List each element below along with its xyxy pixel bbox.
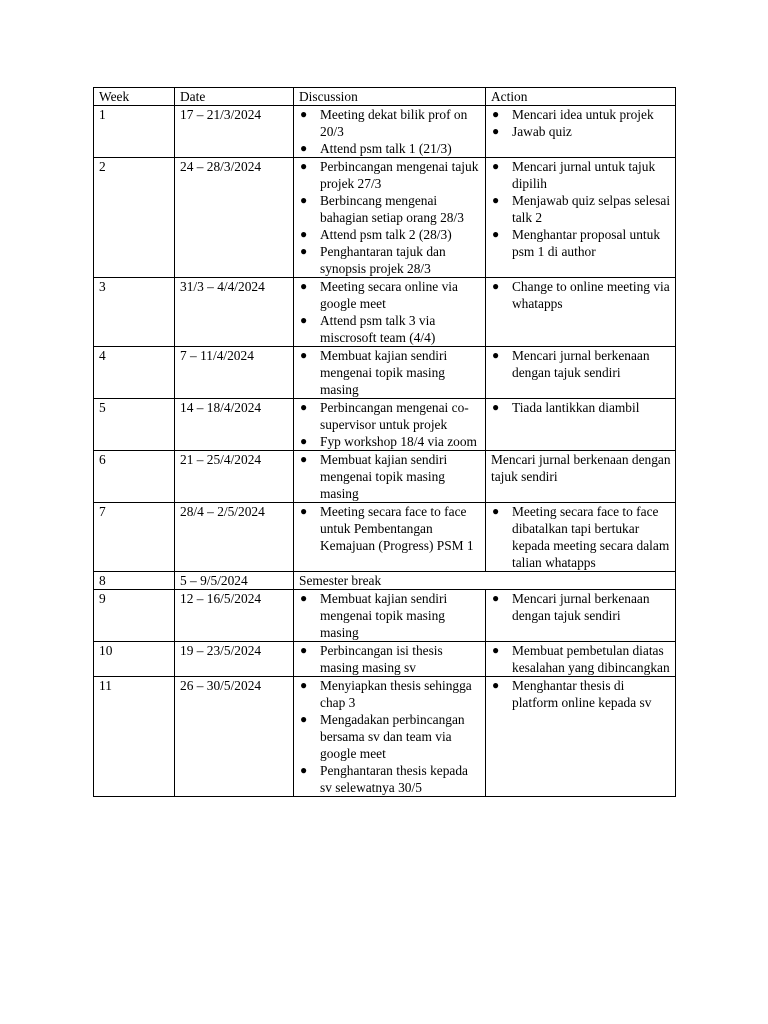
bullet-icon: ● (492, 193, 500, 207)
discussion-cell-list (299, 399, 481, 450)
list-item-text: Membuat kajian sendiri mengenai topik masing masing (320, 452, 448, 501)
action-cell: Mencari jurnal berkenaan dengan tajuk sendiri (486, 451, 676, 503)
bullet-icon: ● (300, 591, 308, 605)
discussion-cell-list (299, 503, 481, 554)
list-item (299, 140, 481, 157)
list-item-text: Tiada lantikkan diambil (512, 400, 640, 415)
discussion-cell-list (299, 590, 481, 641)
table-row (94, 590, 676, 642)
bullet-icon: ● (300, 244, 308, 258)
bullet-icon: ● (492, 227, 500, 241)
week-cell: 9 (94, 590, 175, 642)
week-cell: 6 (94, 451, 175, 503)
list-item-text: Attend psm talk 1 (21/3) (320, 141, 452, 156)
date-cell: 21 – 25/4/2024 (175, 451, 294, 503)
date-cell: 28/4 – 2/5/2024 (175, 503, 294, 572)
action-cell-list (491, 590, 671, 624)
bullet-icon: ● (300, 763, 308, 777)
date-cell: 19 – 23/5/2024 (175, 642, 294, 677)
list-item (491, 347, 671, 381)
bullet-icon: ● (300, 504, 308, 518)
date-cell: 5 – 9/5/2024 (175, 572, 294, 590)
week-cell: 1 (94, 106, 175, 158)
bullet-icon: ● (300, 400, 308, 414)
list-item (491, 123, 671, 140)
list-item-text: Membuat kajian sendiri mengenai topik masing masing (320, 348, 448, 397)
bullet-icon: ● (492, 124, 500, 138)
list-item-text: Attend psm talk 3 via miscrosoft team (4/4) (320, 313, 436, 345)
discussion-cell (294, 278, 486, 347)
list-item-text: Menjawab quiz selpas selesai talk 2 (512, 193, 671, 225)
list-item (299, 433, 481, 450)
date-cell: 12 – 16/5/2024 (175, 590, 294, 642)
list-item-text: Attend psm talk 2 (28/3) (320, 227, 452, 242)
table-row (94, 572, 676, 590)
week-cell: 7 (94, 503, 175, 572)
discussion-cell (294, 677, 486, 797)
table-row (94, 399, 676, 451)
table-row (94, 106, 676, 158)
log-body (94, 106, 676, 797)
list-item-text: Meeting secara face to face untuk Pembentangan Kemajuan (Progress) PSM 1 (320, 504, 474, 553)
bullet-icon: ● (300, 141, 308, 155)
list-item (299, 312, 481, 346)
list-item-text: Membuat pembetulan diatas kesalahan yang dibincangkan (512, 643, 670, 675)
table-row (94, 642, 676, 677)
discussion-cell-list (299, 158, 481, 277)
header-row (94, 88, 676, 106)
list-item (299, 243, 481, 277)
table-row (94, 278, 676, 347)
action-cell-list (491, 399, 671, 416)
action-cell (486, 503, 676, 572)
list-item (491, 226, 671, 260)
action-cell (486, 399, 676, 451)
bullet-icon: ● (492, 348, 500, 362)
header-discussion: Discussion (294, 88, 486, 106)
list-item-text: Berbincang mengenai bahagian setiap orang 28/3 (320, 193, 464, 225)
action-cell-list (491, 106, 671, 140)
bullet-icon: ● (300, 712, 308, 726)
list-item (299, 278, 481, 312)
week-cell: 4 (94, 347, 175, 399)
bullet-icon: ● (300, 159, 308, 173)
bullet-icon: ● (492, 504, 500, 518)
action-cell-list (491, 642, 671, 676)
date-cell: 17 – 21/3/2024 (175, 106, 294, 158)
list-item-text: Mencari jurnal berkenaan dengan tajuk sendiri (512, 348, 650, 380)
table-row (94, 503, 676, 572)
bullet-icon: ● (300, 348, 308, 362)
list-item (299, 677, 481, 711)
list-item (491, 590, 671, 624)
list-item-text: Jawab quiz (512, 124, 572, 139)
list-item (299, 158, 481, 192)
list-item-text: Meeting dekat bilik prof on 20/3 (320, 107, 468, 139)
bullet-icon: ● (300, 279, 308, 293)
header-week: Week (94, 88, 175, 106)
discussion-cell (294, 590, 486, 642)
action-cell-list (491, 503, 671, 571)
date-cell: 14 – 18/4/2024 (175, 399, 294, 451)
list-item-text: Meeting secara online via google meet (320, 279, 458, 311)
table-row (94, 347, 676, 399)
list-item (491, 503, 671, 571)
list-item (299, 711, 481, 762)
week-cell: 3 (94, 278, 175, 347)
header-action: Action (486, 88, 676, 106)
date-cell: 7 – 11/4/2024 (175, 347, 294, 399)
table-row (94, 158, 676, 278)
list-item (491, 106, 671, 123)
list-item (491, 278, 671, 312)
list-item-text: Menyiapkan thesis sehingga chap 3 (320, 678, 472, 710)
discussion-cell (294, 399, 486, 451)
header-date: Date (175, 88, 294, 106)
discussion-cell-list (299, 451, 481, 502)
bullet-icon: ● (300, 193, 308, 207)
list-item (491, 192, 671, 226)
bullet-icon: ● (300, 452, 308, 466)
date-cell: 24 – 28/3/2024 (175, 158, 294, 278)
discussion-cell (294, 642, 486, 677)
bullet-icon: ● (492, 643, 500, 657)
discussion-cell-list (299, 347, 481, 398)
list-item-text: Penghantaran thesis kepada sv selewatnya 30/5 (320, 763, 468, 795)
discussion-cell (294, 503, 486, 572)
list-item (491, 158, 671, 192)
list-item-text: Perbincangan isi thesis masing masing sv (320, 643, 443, 675)
list-item-text: Perbincangan mengenai tajuk projek 27/3 (320, 159, 479, 191)
list-item-text: Mencari jurnal berkenaan dengan tajuk sendiri (512, 591, 650, 623)
action-cell-list (491, 677, 671, 711)
discussion-cell (294, 106, 486, 158)
list-item (299, 503, 481, 554)
action-cell-list (491, 158, 671, 260)
bullet-icon: ● (492, 591, 500, 605)
list-item-text: Penghantaran tajuk dan synopsis projek 28/3 (320, 244, 446, 276)
list-item-text: Perbincangan mengenai co-supervisor untuk projek (320, 400, 469, 432)
date-cell: 31/3 – 4/4/2024 (175, 278, 294, 347)
bullet-icon: ● (492, 678, 500, 692)
bullet-icon: ● (492, 107, 500, 121)
table-row (94, 677, 676, 797)
action-cell (486, 106, 676, 158)
action-cell (486, 347, 676, 399)
list-item (299, 347, 481, 398)
bullet-icon: ● (300, 678, 308, 692)
action-cell-list (491, 347, 671, 381)
discussion-cell (294, 158, 486, 278)
list-item (299, 590, 481, 641)
list-item-text: Menghantar thesis di platform online kepada sv (512, 678, 652, 710)
list-item (299, 106, 481, 140)
list-item-text: Membuat kajian sendiri mengenai topik masing masing (320, 591, 448, 640)
discussion-cell-list (299, 677, 481, 796)
bullet-icon: ● (492, 279, 500, 293)
bullet-icon: ● (300, 643, 308, 657)
week-cell: 11 (94, 677, 175, 797)
table-row (94, 451, 676, 503)
bullet-icon: ● (300, 434, 308, 448)
date-cell: 26 – 30/5/2024 (175, 677, 294, 797)
action-cell (486, 590, 676, 642)
list-item (299, 642, 481, 676)
discussion-cell-list (299, 642, 481, 676)
action-cell (486, 677, 676, 797)
week-cell: 8 (94, 572, 175, 590)
list-item (299, 451, 481, 502)
discussion-cell-list (299, 106, 481, 157)
list-item (491, 399, 671, 416)
list-item-text: Mencari jurnal untuk tajuk dipilih (512, 159, 656, 191)
action-cell (486, 158, 676, 278)
list-item-text: Change to online meeting via whatapps (512, 279, 670, 311)
list-item-text: Menghantar proposal untuk psm 1 di author (512, 227, 661, 259)
action-cell (486, 278, 676, 347)
list-item-text: Mengadakan perbincangan bersama sv dan team via google meet (320, 712, 465, 761)
week-cell: 5 (94, 399, 175, 451)
list-item-text: Fyp workshop 18/4 via zoom (320, 434, 477, 449)
bullet-icon: ● (492, 400, 500, 414)
list-item-text: Meeting secara face to face dibatalkan tapi bertukar kepada meeting secara dalam talian whatapps (512, 504, 670, 570)
discussion-cell (294, 347, 486, 399)
week-cell: 2 (94, 158, 175, 278)
bullet-icon: ● (300, 107, 308, 121)
action-cell-list (491, 278, 671, 312)
list-item (491, 642, 671, 676)
list-item-text: Mencari idea untuk projek (512, 107, 654, 122)
list-item (299, 399, 481, 433)
discussion-cell (294, 451, 486, 503)
action-cell (486, 642, 676, 677)
bullet-icon: ● (492, 159, 500, 173)
week-cell: 10 (94, 642, 175, 677)
list-item (491, 677, 671, 711)
bullet-icon: ● (300, 313, 308, 327)
list-item (299, 762, 481, 796)
discussion-cell-list (299, 278, 481, 346)
list-item (299, 192, 481, 226)
bullet-icon: ● (300, 227, 308, 241)
semester-break-cell: Semester break (294, 572, 676, 590)
weekly-log-table (93, 87, 676, 797)
list-item (299, 226, 481, 243)
